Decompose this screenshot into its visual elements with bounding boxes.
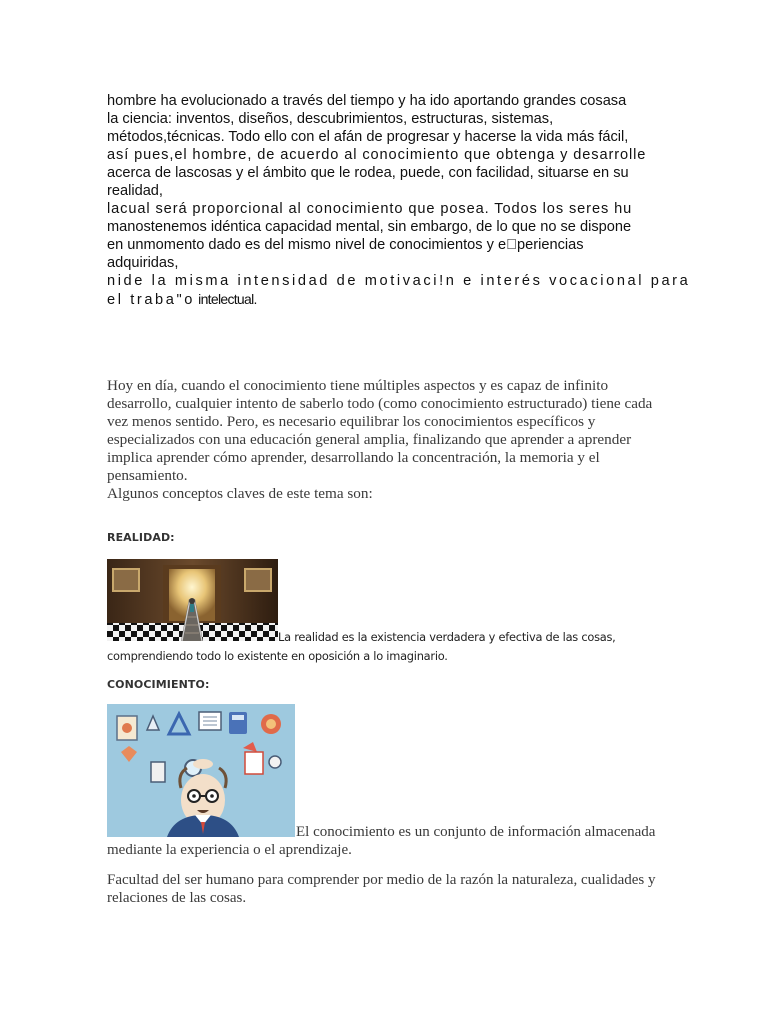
scientist-illustration: [107, 704, 295, 837]
paragraph-line: desarrollo, cualquier intento de saberlo todo (como conocimiento estructurado) tiene cada: [107, 395, 653, 412]
paragraph-line: Algunos conceptos claves de este tema son:: [107, 485, 373, 502]
intro-line: realidad,: [107, 183, 163, 199]
intro-line: manostenemos idéntica capacidad mental, sin embargo, de lo que no se dispone: [107, 219, 632, 235]
intro-line: acerca de lascosas y el ámbito que le rodea, puede, con facilidad, situarse en su: [107, 165, 629, 181]
intro-line: la ciencia: inventos, diseños, descubrimientos, estructuras, sistemas,: [107, 111, 554, 127]
paragraph-line: vez menos sentido. Pero, es necesario equilibrar los conocimientos específicos y: [107, 413, 596, 430]
conocimiento-image: [107, 704, 295, 837]
section-heading-realidad: REALIDAD:: [107, 531, 175, 544]
section-heading-conocimiento: CONOCIMIENTO:: [107, 678, 210, 691]
intro-paragraph: [107, 92, 691, 309]
paragraph-line: pensamiento.: [107, 467, 188, 484]
paragraph-line: especializados con una educación general amplia, finalizando que aprender a aprender: [107, 431, 632, 448]
intro-line-part: el traba"o: [107, 292, 195, 308]
intro-line: lacual será proporcional al conocimiento que posea. Todos los seres hu: [107, 201, 633, 217]
caption-line: comprendiendo todo lo existente en oposición a lo imaginario.: [107, 649, 448, 663]
paragraph-line: relaciones de las cosas.: [107, 890, 247, 906]
intro-line: adquiridas,: [107, 255, 179, 271]
caption-line: El conocimiento es un conjunto de información almacenada: [296, 824, 656, 840]
intro-line: hombre ha evolucionado a través del tiempo y ha ido aportando grandes cosasa: [107, 93, 627, 109]
intro-line: [107, 290, 667, 309]
conocimiento-caption: [107, 823, 667, 859]
intro-line-part: intelectual.: [194, 291, 257, 307]
caption-line: mediante la experiencia o el aprendizaje.: [107, 842, 352, 858]
paragraph-line: Facultad del ser humano para comprender por medio de la razón la naturaleza, cualidades y: [107, 872, 656, 888]
conocimiento-definition: [107, 871, 667, 907]
paragraph-line: implica aprender cómo aprender, desarrollando la concentración, la memoria y el: [107, 449, 600, 466]
paragraph-line: Hoy en día, cuando el conocimiento tiene múltiples aspectos y es capaz de infinito: [107, 377, 609, 394]
intro-line: métodos,técnicas. Todo ello con el afán de progresar y hacerse la vida más fácil,: [107, 129, 629, 145]
intro-line: nide la misma intensidad de motivaci!n e interés vocacional para: [107, 273, 691, 289]
intro-line: en unmomento dado es del mismo nivel de conocimientos y e periencias: [107, 237, 577, 253]
caption-line: La realidad es la existencia verdadera y efectiva de las cosas,: [278, 630, 616, 644]
realidad-caption: [107, 628, 667, 666]
body-paragraph: [107, 377, 667, 503]
intro-line: así pues,el hombre, de acuerdo al conocimiento que obtenga y desarrolle: [107, 147, 647, 163]
